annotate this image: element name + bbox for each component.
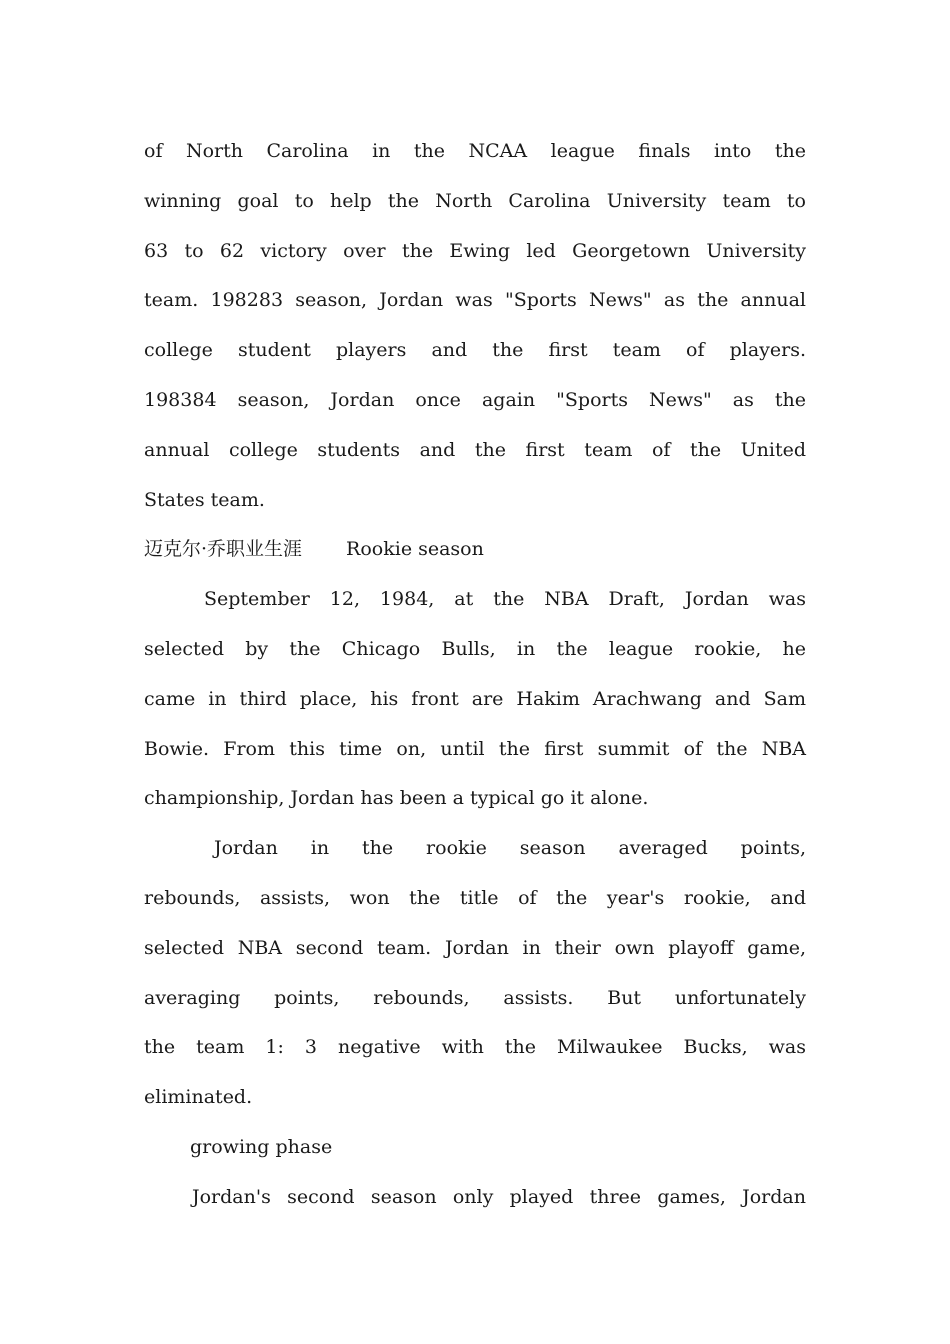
- text-line: Jordan in the rookie season averaged points,: [214, 837, 806, 860]
- paragraph-draft: [144, 575, 806, 824]
- heading-chinese: 迈克尔·乔职业生涯: [144, 538, 303, 561]
- section-heading-growing-phase: growing phase: [190, 1135, 333, 1158]
- section-heading-rookie-season: [144, 525, 806, 575]
- text-line: eliminated.: [144, 1086, 253, 1109]
- text-line: 198384 season, Jordan once again "Sports News" as the: [144, 388, 806, 411]
- text-line: rebounds, assists, won the title of the year's rookie, and: [144, 886, 806, 909]
- text-line: annual college students and the first team of the United: [144, 438, 806, 461]
- text-line: Bowie. From this time on, until the first summit of the NBA: [144, 737, 806, 760]
- paragraph-rookie-stats: [144, 824, 806, 1123]
- text-line: selected NBA second team. Jordan in their own playoff game,: [144, 936, 806, 959]
- text-line: averaging points, rebounds, assists. But unfortunately: [144, 986, 806, 1009]
- text-line: college student players and the first team of players.: [144, 339, 806, 362]
- text-line: September 12, 1984, at the NBA Draft, Jordan was: [204, 588, 806, 611]
- text-line: 63 to 62 victory over the Ewing led Georgetown University: [144, 239, 806, 262]
- text-line: of North Carolina in the NCAA league finals into the: [144, 140, 806, 162]
- text-line: selected by the Chicago Bulls, in the league rookie, he: [144, 637, 806, 660]
- text-line: Jordan's second season only played three games, Jordan: [192, 1185, 806, 1208]
- page-body: [144, 127, 806, 1223]
- text-line: States team.: [144, 488, 265, 511]
- text-line: winning goal to help the North Carolina University team to: [144, 189, 806, 212]
- heading-english: Rookie season: [346, 538, 484, 561]
- text-line: championship, Jordan has been a typical go it alone.: [144, 787, 649, 810]
- text-line: came in third place, his front are Hakim Arachwang and Sam: [144, 687, 806, 710]
- text-line: team. 198283 season, Jordan was "Sports News" as the annual: [144, 289, 806, 312]
- paragraph-second-season: [144, 1173, 806, 1223]
- text-line: the team 1: 3 negative with the Milwaukee Bucks, was: [144, 1036, 806, 1059]
- paragraph-college-career: [144, 127, 806, 525]
